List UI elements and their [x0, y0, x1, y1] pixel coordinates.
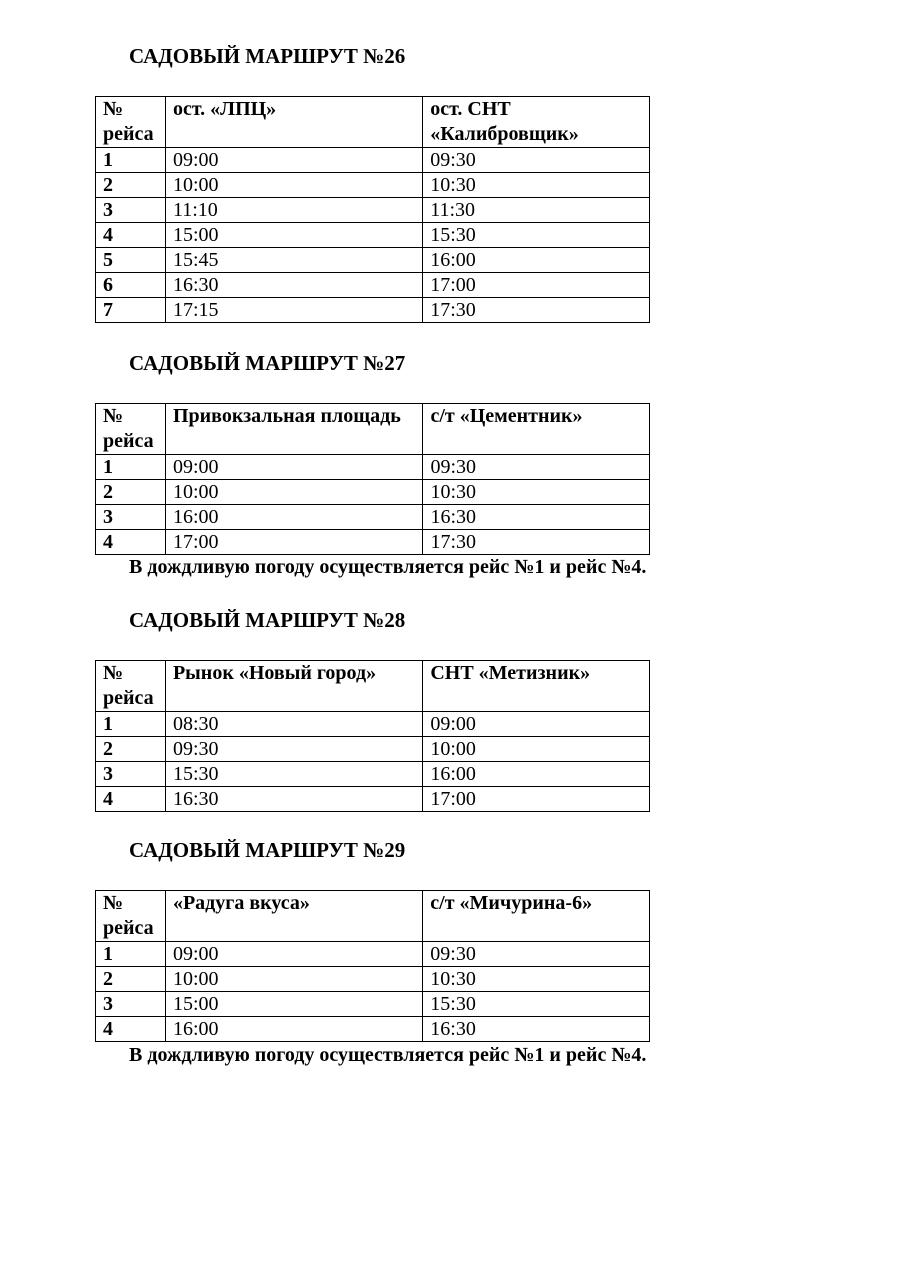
- trip-number: 1: [96, 148, 166, 173]
- table-row: [96, 942, 650, 967]
- departure-time: 09:00: [165, 148, 422, 173]
- departure-time: 10:00: [165, 967, 422, 992]
- route-title: САДОВЫЙ МАРШРУТ №26: [129, 44, 406, 68]
- table-row: [96, 530, 650, 555]
- trip-number: 4: [96, 1017, 166, 1042]
- departure-time: 10:00: [165, 480, 422, 505]
- header-departure-stop: Рынок «Новый город»: [165, 661, 422, 712]
- rainy-weather-note: В дождливую погоду осуществляется рейс №1 и рейс №4.: [129, 1044, 647, 1066]
- table-row: [96, 173, 650, 198]
- header-departure-stop: ост. «ЛПЦ»: [165, 97, 422, 148]
- table-header-row: [96, 891, 650, 942]
- departure-time: 10:00: [165, 173, 422, 198]
- arrival-time: 16:00: [423, 762, 650, 787]
- trip-number: 3: [96, 992, 166, 1017]
- departure-time: 15:30: [165, 762, 422, 787]
- trip-number: 3: [96, 198, 166, 223]
- table-header-row: [96, 661, 650, 712]
- trip-number: 6: [96, 273, 166, 298]
- schedule-table: [95, 890, 650, 1042]
- trip-number: 5: [96, 248, 166, 273]
- schedule-table: [95, 96, 650, 323]
- departure-time: 16:30: [165, 273, 422, 298]
- rainy-weather-note: В дождливую погоду осуществляется рейс №1 и рейс №4.: [129, 556, 647, 578]
- header-arrival-stop: СНТ «Метизник»: [423, 661, 650, 712]
- table-row: [96, 505, 650, 530]
- table-row: [96, 455, 650, 480]
- table-header-row: [96, 404, 650, 455]
- departure-time: 17:00: [165, 530, 422, 555]
- table-header-row: [96, 97, 650, 148]
- schedule-table: [95, 660, 650, 812]
- table-row: [96, 248, 650, 273]
- route-title: САДОВЫЙ МАРШРУТ №27: [129, 351, 406, 375]
- departure-time: 09:00: [165, 455, 422, 480]
- departure-time: 11:10: [165, 198, 422, 223]
- arrival-time: 17:00: [423, 787, 650, 812]
- departure-time: 15:00: [165, 992, 422, 1017]
- header-arrival-stop: с/т «Цементник»: [423, 404, 650, 455]
- header-trip-number: № рейса: [96, 891, 166, 942]
- table-row: [96, 198, 650, 223]
- trip-number: 4: [96, 530, 166, 555]
- arrival-time: 16:30: [423, 505, 650, 530]
- trip-number: 2: [96, 737, 166, 762]
- departure-time: 09:00: [165, 942, 422, 967]
- table-row: [96, 992, 650, 1017]
- route-title: САДОВЫЙ МАРШРУТ №29: [129, 838, 406, 862]
- table-row: [96, 480, 650, 505]
- arrival-time: 10:00: [423, 737, 650, 762]
- departure-time: 16:00: [165, 505, 422, 530]
- header-trip-number: № рейса: [96, 97, 166, 148]
- header-trip-number: № рейса: [96, 404, 166, 455]
- arrival-time: 17:30: [423, 530, 650, 555]
- route-title: САДОВЫЙ МАРШРУТ №28: [129, 608, 406, 632]
- arrival-time: 15:30: [423, 223, 650, 248]
- schedule-table: [95, 403, 650, 555]
- table-row: [96, 967, 650, 992]
- table-row: [96, 737, 650, 762]
- arrival-time: 17:00: [423, 273, 650, 298]
- table-row: [96, 223, 650, 248]
- arrival-time: 11:30: [423, 198, 650, 223]
- header-departure-stop: Привокзальная площадь: [165, 404, 422, 455]
- departure-time: 17:15: [165, 298, 422, 323]
- departure-time: 15:45: [165, 248, 422, 273]
- table-row: [96, 273, 650, 298]
- trip-number: 2: [96, 480, 166, 505]
- trip-number: 7: [96, 298, 166, 323]
- departure-time: 16:30: [165, 787, 422, 812]
- trip-number: 4: [96, 787, 166, 812]
- trip-number: 2: [96, 967, 166, 992]
- table-row: [96, 787, 650, 812]
- table-row: [96, 1017, 650, 1042]
- trip-number: 1: [96, 942, 166, 967]
- table-row: [96, 148, 650, 173]
- header-trip-number: № рейса: [96, 661, 166, 712]
- arrival-time: 10:30: [423, 173, 650, 198]
- trip-number: 1: [96, 712, 166, 737]
- table-row: [96, 762, 650, 787]
- arrival-time: 09:30: [423, 148, 650, 173]
- header-arrival-stop: ост. СНТ «Калибровщик»: [423, 97, 650, 148]
- trip-number: 2: [96, 173, 166, 198]
- arrival-time: 10:30: [423, 967, 650, 992]
- table-row: [96, 298, 650, 323]
- trip-number: 3: [96, 762, 166, 787]
- trip-number: 4: [96, 223, 166, 248]
- arrival-time: 15:30: [423, 992, 650, 1017]
- departure-time: 08:30: [165, 712, 422, 737]
- departure-time: 15:00: [165, 223, 422, 248]
- departure-time: 09:30: [165, 737, 422, 762]
- arrival-time: 10:30: [423, 480, 650, 505]
- arrival-time: 16:30: [423, 1017, 650, 1042]
- arrival-time: 16:00: [423, 248, 650, 273]
- departure-time: 16:00: [165, 1017, 422, 1042]
- arrival-time: 09:30: [423, 942, 650, 967]
- arrival-time: 09:30: [423, 455, 650, 480]
- table-row: [96, 712, 650, 737]
- header-departure-stop: «Радуга вкуса»: [165, 891, 422, 942]
- header-arrival-stop: с/т «Мичурина-6»: [423, 891, 650, 942]
- arrival-time: 09:00: [423, 712, 650, 737]
- trip-number: 3: [96, 505, 166, 530]
- trip-number: 1: [96, 455, 166, 480]
- arrival-time: 17:30: [423, 298, 650, 323]
